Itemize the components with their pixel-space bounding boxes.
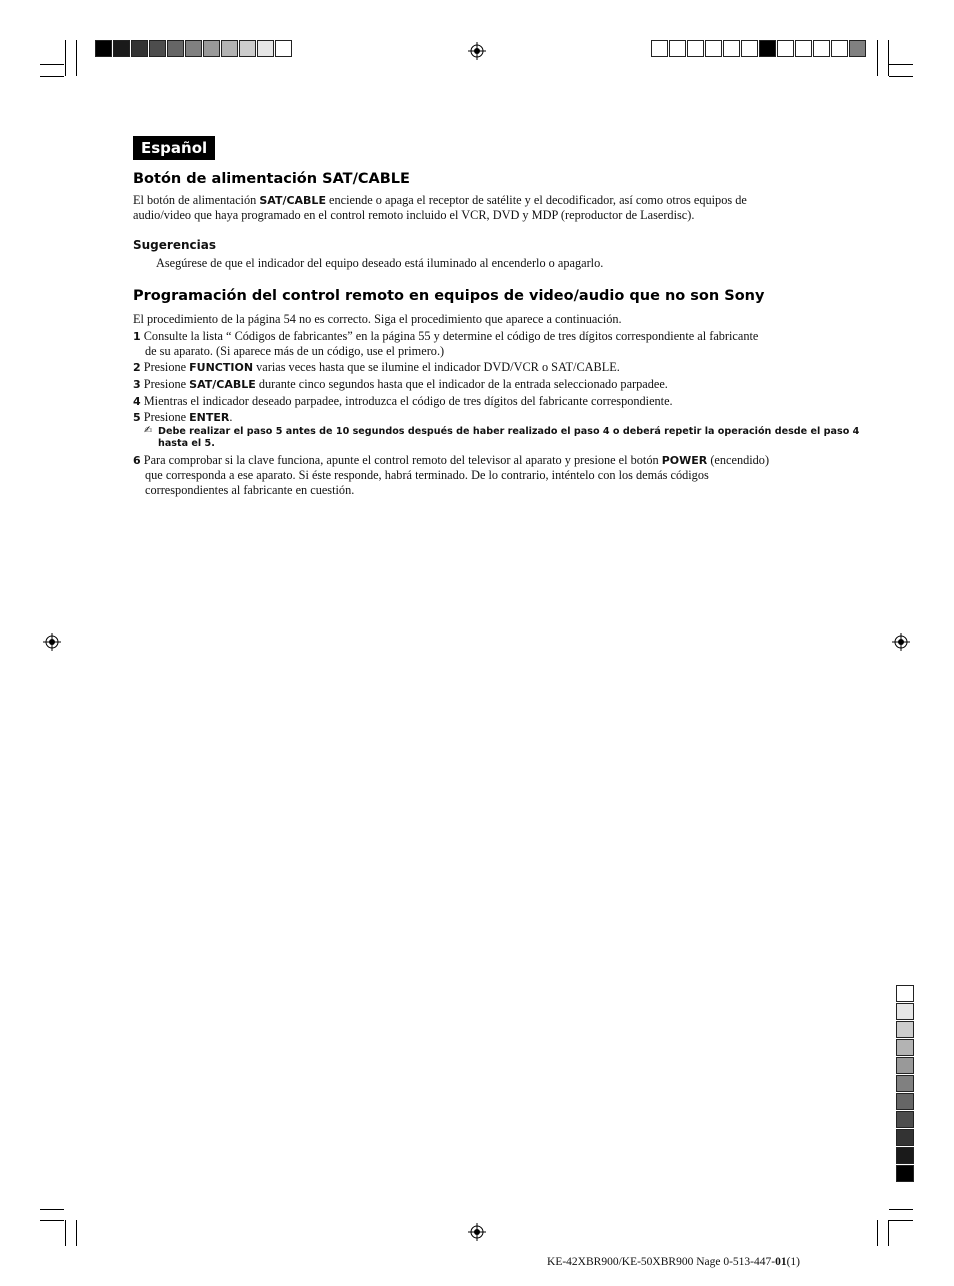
- color-swatch: [831, 40, 848, 57]
- color-swatch: [759, 40, 776, 57]
- crop-mark: [889, 64, 913, 65]
- crop-mark: [40, 76, 64, 77]
- color-swatch: [896, 1147, 914, 1164]
- color-swatch: [185, 40, 202, 57]
- crop-mark: [889, 76, 913, 77]
- body-paragraph: El botón de alimentación SAT/CABLE enciende o apaga el receptor de satélite y el decodificador, así como otros equipos de audio/video que haya programado en el control remoto incluido el VCR, DVD y MDP (reproductor de Laserdisc).: [133, 193, 747, 222]
- color-swatch: [896, 1093, 914, 1110]
- step-1: 1 Consulte la lista “ Códigos de fabricantes” en la página 55 y determine el código de tres dígitos correspondiente al fabricante de su aparato. (Si aparece más de un código, use el primero.): [133, 329, 759, 358]
- color-swatch: [896, 1057, 914, 1074]
- crop-mark: [877, 1220, 878, 1246]
- crop-mark: [76, 1220, 77, 1246]
- color-swatch: [896, 1003, 914, 1020]
- color-swatch: [723, 40, 740, 57]
- registration-mark-icon: [43, 633, 61, 651]
- crop-mark: [889, 1209, 913, 1210]
- color-swatch: [203, 40, 220, 57]
- color-swatch: [167, 40, 184, 57]
- step-4: 4 Mientras el indicador deseado parpadee, introduzca el código de tres dígitos del fabricante correspondiente.: [133, 394, 673, 408]
- color-swatch: [95, 40, 112, 57]
- crop-mark: [889, 1220, 913, 1221]
- tips-heading: Sugerencias: [133, 238, 216, 252]
- color-swatch: [896, 1075, 914, 1092]
- registration-mark-icon: [892, 633, 910, 651]
- color-swatch: [896, 985, 914, 1002]
- color-swatch: [896, 1039, 914, 1056]
- color-swatch: [849, 40, 866, 57]
- crop-mark: [888, 40, 889, 76]
- step-2: 2 Presione FUNCTION varias veces hasta que se ilumine el indicador DVD/VCR o SAT/CABLE.: [133, 360, 620, 374]
- color-swatch: [777, 40, 794, 57]
- color-swatch: [705, 40, 722, 57]
- color-swatch: [149, 40, 166, 57]
- registration-mark-icon: [468, 1223, 486, 1241]
- color-bar-top-left: [95, 40, 293, 58]
- color-swatch: [257, 40, 274, 57]
- color-swatch: [896, 1021, 914, 1038]
- intro-text: El procedimiento de la página 54 no es correcto. Siga el procedimiento que aparece a continuación.: [133, 312, 622, 326]
- step-5: 5 Presione ENTER.: [133, 410, 233, 424]
- tips-text: Asegúrese de que el indicador del equipo deseado está iluminado al encenderlo o apagarlo.: [156, 256, 604, 270]
- footer-code: KE-42XBR900/KE-50XBR900 Nage 0-513-447-01(1): [547, 1256, 800, 1268]
- crop-mark: [40, 1209, 64, 1210]
- color-swatch: [669, 40, 686, 57]
- color-swatch: [813, 40, 830, 57]
- crop-mark: [65, 1220, 66, 1246]
- note-text: Debe realizar el paso 5 antes de 10 segundos después de haber realizado el paso 4 o deberá repetir la operación desde el paso 4 hasta el 5.: [158, 426, 860, 449]
- registration-mark-icon: [468, 42, 486, 60]
- crop-mark: [877, 40, 878, 76]
- color-swatch: [221, 40, 238, 57]
- step-3: 3 Presione SAT/CABLE durante cinco segundos hasta que el indicador de la entrada seleccionado parpadee.: [133, 377, 668, 391]
- crop-mark: [76, 40, 77, 76]
- color-swatch: [131, 40, 148, 57]
- color-swatch: [795, 40, 812, 57]
- section-heading: Programación del control remoto en equipos de video/audio que no son Sony: [133, 288, 765, 304]
- color-swatch: [113, 40, 130, 57]
- color-swatch: [741, 40, 758, 57]
- note-icon: ✍: [144, 425, 153, 436]
- section-heading: Botón de alimentación SAT/CABLE: [133, 171, 410, 187]
- color-swatch: [896, 1111, 914, 1128]
- color-bar-right-vertical: [896, 985, 914, 1183]
- language-badge: Español: [133, 136, 215, 160]
- color-swatch: [275, 40, 292, 57]
- crop-mark: [40, 1220, 64, 1221]
- color-swatch: [651, 40, 668, 57]
- color-swatch: [239, 40, 256, 57]
- step-6: 6 Para comprobar si la clave funciona, apunte el control remoto del televisor al aparato y presione el botón POWER (encendido) que corresponda a ese aparato. Si éste responde, habrá terminado. De lo contrario, inténtelo con los demás códigos correspondientes al fabricante en cuestión.: [133, 453, 770, 497]
- crop-mark: [40, 64, 64, 65]
- color-swatch: [687, 40, 704, 57]
- color-bar-top-right: [651, 40, 867, 58]
- color-swatch: [896, 1129, 914, 1146]
- color-swatch: [896, 1165, 914, 1182]
- crop-mark: [888, 1220, 889, 1246]
- crop-mark: [65, 40, 66, 76]
